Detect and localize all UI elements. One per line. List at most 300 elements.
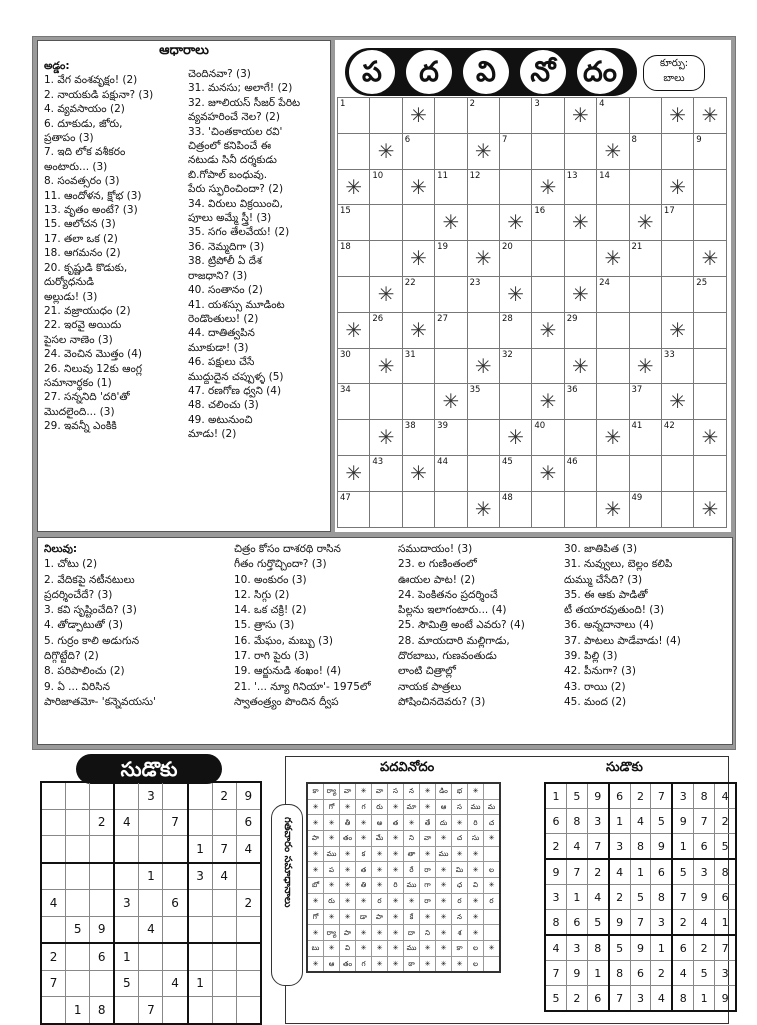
sudoku-grid[interactable] — [40, 781, 262, 1025]
answer-cell: రే — [404, 862, 420, 878]
answer-cell: అ — [372, 815, 388, 831]
sudoku-cell[interactable]: 7 — [212, 836, 236, 863]
crossword-cell[interactable] — [370, 491, 402, 527]
sudoku-answer-cell: 8 — [651, 885, 672, 910]
crossword-cell[interactable] — [467, 455, 499, 491]
crossword-cell[interactable] — [435, 98, 467, 134]
sudoku-cell[interactable]: 3 — [139, 782, 163, 809]
crossword-cell[interactable] — [629, 169, 661, 205]
sudoku-cell[interactable]: 2 — [41, 943, 66, 970]
answer-cell: ర్యా — [324, 783, 340, 799]
sudoku-cell[interactable] — [163, 836, 188, 863]
crossword-cell[interactable] — [694, 384, 726, 420]
answer-cell: ల — [468, 940, 484, 956]
sudoku-answer-cell: 5 — [545, 986, 566, 1012]
answer-cell: దా — [404, 925, 420, 941]
crossword-cell[interactable] — [629, 133, 661, 169]
answer-cell: ర — [372, 893, 388, 909]
crossword-cell[interactable] — [661, 348, 693, 384]
sudoku-cell[interactable] — [163, 782, 188, 809]
star-cell — [532, 169, 564, 205]
crossword-cell[interactable] — [564, 133, 596, 169]
sudoku-cell[interactable]: 1 — [188, 836, 213, 863]
sudoku-cell[interactable] — [41, 863, 66, 890]
sudoku-cell[interactable]: 1 — [188, 970, 213, 997]
crossword-cell[interactable] — [467, 205, 499, 241]
star-icon: ✳ — [452, 815, 468, 831]
crossword-cell[interactable] — [402, 420, 434, 456]
crossword-cell[interactable] — [338, 241, 370, 277]
answer-cell: రా — [420, 862, 436, 878]
answer-cell: వా — [340, 783, 356, 799]
sudoku-cell[interactable] — [212, 809, 236, 836]
crossword-cell[interactable] — [338, 420, 370, 456]
title-letter: వి — [463, 50, 509, 94]
clue-number: 18 — [340, 242, 351, 253]
crossword-cell[interactable] — [338, 384, 370, 420]
sudoku-cell[interactable] — [139, 970, 163, 997]
crossword-cell[interactable] — [499, 133, 531, 169]
sudoku-cell[interactable] — [114, 997, 139, 1024]
star-icon: ✳ — [388, 831, 404, 847]
crossword-cell[interactable] — [435, 312, 467, 348]
star-icon: ✳ — [356, 783, 372, 799]
sudoku-cell[interactable]: 3 — [188, 863, 213, 890]
crossword-cell[interactable] — [661, 276, 693, 312]
star-icon: ✳ — [420, 783, 436, 799]
clue-line: 27. సన్ననిది 'దరి'తో — [44, 391, 130, 404]
sudoku-cell[interactable]: 2 — [90, 809, 115, 836]
star-icon: ✳ — [539, 174, 557, 199]
star-cell — [532, 312, 564, 348]
star-icon: ✳ — [388, 846, 404, 862]
crossword-cell[interactable] — [499, 348, 531, 384]
across-label: అడ్డం: — [44, 60, 70, 72]
sudoku-cell[interactable] — [188, 943, 213, 970]
crossword-cell[interactable] — [467, 420, 499, 456]
star-icon: ✳ — [324, 909, 340, 925]
crossword-cell[interactable] — [564, 491, 596, 527]
star-cell — [597, 241, 629, 277]
clue-line: 6. దూకుడు, జోరు, — [44, 117, 123, 130]
crossword-cell[interactable] — [694, 348, 726, 384]
star-cell — [694, 420, 726, 456]
sudoku-cell[interactable] — [66, 809, 90, 836]
star-icon: ✳ — [507, 281, 525, 306]
star-icon: ✳ — [452, 956, 468, 972]
crossword-cell[interactable] — [499, 312, 531, 348]
sudoku-cell[interactable] — [66, 782, 90, 809]
down-label: నిలువు: — [44, 543, 78, 555]
sudoku-cell[interactable] — [236, 997, 261, 1024]
star-icon: ✳ — [669, 174, 686, 199]
clue-line: 32. జూలియస్ సీజర్ పేరిట — [188, 96, 301, 109]
clue-line: దొరబాబు, గుణవంతుడు — [398, 650, 497, 663]
sudoku-cell[interactable]: 4 — [236, 836, 261, 863]
clue-number: 43 — [372, 456, 384, 467]
crossword-cell[interactable] — [661, 491, 693, 527]
crossword-cell[interactable] — [629, 98, 661, 134]
sudoku-cell[interactable]: 4 — [114, 809, 139, 836]
crossword-cell[interactable] — [402, 348, 434, 384]
sudoku-cell[interactable] — [90, 863, 115, 890]
star-icon: ✳ — [701, 246, 719, 271]
crossword-cell[interactable] — [370, 455, 402, 491]
crossword-cell[interactable] — [694, 133, 726, 169]
sudoku-cell[interactable] — [139, 809, 163, 836]
crossword-cell[interactable] — [435, 455, 467, 491]
crossword-cell[interactable] — [661, 420, 693, 456]
clue-line: నాయక పాత్రలు — [398, 680, 462, 693]
crossword-cell[interactable] — [532, 205, 564, 241]
clue-number: 42 — [663, 421, 675, 432]
crossword-cell[interactable] — [661, 241, 693, 277]
crossword-cell[interactable] — [499, 455, 531, 491]
crossword-cell[interactable] — [338, 276, 370, 312]
crossword-cell[interactable] — [532, 276, 564, 312]
sudoku-answer-cell: 7 — [715, 935, 736, 961]
sudoku-cell[interactable]: 5 — [114, 970, 139, 997]
clue-number: 40 — [534, 421, 546, 432]
sudoku-cell[interactable] — [41, 997, 66, 1024]
sudoku-cell[interactable] — [41, 836, 66, 863]
crossword-cell[interactable] — [629, 312, 661, 348]
star-icon: ✳ — [436, 956, 452, 972]
sudoku-cell[interactable] — [188, 997, 213, 1024]
crossword-cell[interactable] — [694, 205, 726, 241]
sudoku-answer-cell: 6 — [694, 834, 715, 860]
sudoku-cell[interactable]: 8 — [90, 997, 115, 1024]
sudoku-answer-cell: 8 — [566, 809, 587, 834]
answer-cell: మ — [484, 799, 501, 815]
sudoku-cell[interactable] — [114, 916, 139, 943]
sudoku-cell[interactable] — [236, 943, 261, 970]
sudoku-cell[interactable]: 4 — [41, 890, 66, 917]
crossword-cell[interactable] — [629, 384, 661, 420]
crossword-cell[interactable] — [370, 241, 402, 277]
star-cell — [370, 348, 402, 384]
crossword-cell[interactable] — [499, 491, 531, 527]
crossword-cell[interactable] — [402, 205, 434, 241]
sudoku-cell[interactable]: 2 — [212, 782, 236, 809]
crossword-grid[interactable] — [337, 97, 727, 528]
sudoku-answer-cell: 1 — [609, 809, 630, 834]
crossword-cell[interactable] — [338, 205, 370, 241]
clue-line: 49. అటునుంచి — [188, 413, 253, 426]
sudoku-cell[interactable] — [90, 782, 115, 809]
star-icon: ✳ — [604, 246, 622, 271]
clue-line: నటుడు సినీ దర్శకుడు — [188, 154, 277, 167]
sudoku-answer-cell: 5 — [630, 885, 651, 910]
star-icon: ✳ — [442, 210, 460, 235]
sudoku-cell[interactable] — [212, 970, 236, 997]
crossword-cell[interactable] — [435, 133, 467, 169]
sudoku-cell[interactable] — [66, 970, 90, 997]
crossword-cell[interactable] — [564, 455, 596, 491]
crossword-cell[interactable] — [564, 312, 596, 348]
answer-cell: గ — [356, 799, 372, 815]
crossword-cell[interactable] — [435, 348, 467, 384]
sudoku-answer-cell: 9 — [630, 935, 651, 961]
clue-line: 3. కవి సృష్టించేది? (3) — [44, 604, 137, 617]
sudoku-cell[interactable] — [139, 890, 163, 917]
crossword-cell[interactable] — [629, 276, 661, 312]
clue-line: మాడు! (2) — [188, 428, 237, 441]
star-icon: ✳ — [669, 317, 686, 342]
sudoku-cell[interactable] — [188, 809, 213, 836]
sudoku-cell[interactable] — [114, 863, 139, 890]
sudoku-answer-cell: 2 — [587, 859, 608, 885]
star-icon: ✳ — [356, 831, 372, 847]
sudoku-cell[interactable] — [163, 997, 188, 1024]
star-cell — [402, 169, 434, 205]
crossword-cell[interactable] — [694, 312, 726, 348]
crossword-cell[interactable] — [629, 420, 661, 456]
crossword-cell[interactable] — [564, 384, 596, 420]
crossword-cell[interactable] — [402, 133, 434, 169]
crossword-cell[interactable] — [564, 169, 596, 205]
crossword-cell[interactable] — [629, 241, 661, 277]
sudoku-answer-cell: 4 — [651, 986, 672, 1012]
crossword-cell[interactable] — [564, 241, 596, 277]
sudoku-cell[interactable]: 5 — [66, 916, 90, 943]
answer-cell: త — [388, 815, 404, 831]
crossword-cell[interactable] — [499, 98, 531, 134]
crossword-cell[interactable] — [532, 491, 564, 527]
sudoku-cell[interactable] — [114, 836, 139, 863]
crossword-cell[interactable] — [694, 276, 726, 312]
sudoku-cell[interactable]: 4 — [212, 863, 236, 890]
sudoku-answer-cell: 2 — [672, 910, 693, 936]
crossword-cell[interactable] — [532, 133, 564, 169]
crossword-cell[interactable] — [435, 276, 467, 312]
crossword-cell[interactable] — [402, 276, 434, 312]
sudoku-cell[interactable] — [163, 863, 188, 890]
sudoku-cell[interactable]: 2 — [236, 890, 261, 917]
crossword-cell[interactable] — [661, 455, 693, 491]
sudoku-cell[interactable] — [90, 970, 115, 997]
crossword-cell[interactable] — [597, 276, 629, 312]
answer-cell: మి — [452, 862, 468, 878]
sudoku-cell[interactable] — [41, 809, 66, 836]
clue-line: 8. పరిపాలించు (2) — [44, 665, 125, 678]
star-icon: ✳ — [388, 799, 404, 815]
crossword-cell[interactable] — [435, 169, 467, 205]
clue-line: అంటారు... (3) — [44, 160, 108, 173]
sudoku-cell[interactable]: 7 — [163, 809, 188, 836]
crossword-cell[interactable] — [467, 276, 499, 312]
crossword-cell[interactable] — [402, 384, 434, 420]
sudoku-answer-cell: 4 — [545, 935, 566, 961]
clue-number: 29 — [566, 313, 578, 324]
clue-number: 13 — [566, 170, 578, 181]
sudoku-cell[interactable] — [212, 916, 236, 943]
sudoku-cell[interactable] — [163, 916, 188, 943]
sudoku-cell[interactable] — [188, 782, 213, 809]
sudoku-cell[interactable]: 9 — [90, 916, 115, 943]
crossword-cell[interactable] — [338, 133, 370, 169]
crossword-cell[interactable] — [338, 491, 370, 527]
sudoku-cell[interactable] — [114, 782, 139, 809]
sudoku-cell[interactable] — [236, 970, 261, 997]
sudoku-cell[interactable] — [188, 890, 213, 917]
crossword-cell[interactable] — [370, 98, 402, 134]
star-icon: ✳ — [340, 909, 356, 925]
star-icon: ✳ — [324, 815, 340, 831]
crossword-cell[interactable] — [402, 491, 434, 527]
sudoku-cell[interactable]: 6 — [90, 943, 115, 970]
clue-line: 31. నువ్వులు, బెల్లం కలిపి — [564, 558, 673, 571]
clue-number: 21 — [631, 242, 643, 253]
crossword-cell[interactable] — [597, 384, 629, 420]
crossword-cell[interactable] — [338, 348, 370, 384]
crossword-cell[interactable] — [629, 491, 661, 527]
sudoku-cell[interactable]: 3 — [114, 890, 139, 917]
star-icon: ✳ — [377, 281, 395, 306]
crossword-cell[interactable] — [499, 241, 531, 277]
sudoku-cell[interactable] — [41, 782, 66, 809]
sudoku-cell[interactable] — [41, 916, 66, 943]
clue-number: 17 — [663, 206, 675, 217]
crossword-cell[interactable] — [467, 384, 499, 420]
crossword-cell[interactable] — [597, 98, 629, 134]
sudoku-answer-cell: 7 — [587, 834, 608, 860]
crossword-cell[interactable] — [597, 205, 629, 241]
sudoku-answer-cell: 1 — [715, 910, 736, 936]
star-icon: ✳ — [307, 862, 324, 878]
answer-cell: బు — [307, 940, 324, 956]
crossword-cell[interactable] — [597, 455, 629, 491]
answer-cell: కా — [452, 940, 468, 956]
answer-cell: గో — [307, 909, 324, 925]
crossword-cell[interactable] — [597, 312, 629, 348]
crossword-cell[interactable] — [499, 384, 531, 420]
clue-line: 31. మనసు; అలాగే! (2) — [188, 82, 293, 95]
crossword-cell[interactable] — [694, 169, 726, 205]
crossword-cell[interactable] — [467, 312, 499, 348]
clue-line: పూలు అమ్మే స్త్రీ! (3) — [188, 212, 272, 225]
answer-cell: వి — [468, 878, 484, 894]
clue-number: 39 — [437, 421, 448, 432]
answer-cell: ము — [468, 799, 484, 815]
sudoku-cell[interactable] — [139, 943, 163, 970]
sudoku-cell[interactable] — [66, 836, 90, 863]
crossword-cell[interactable] — [532, 241, 564, 277]
crossword-cell[interactable] — [694, 455, 726, 491]
sudoku-cell[interactable]: 9 — [236, 782, 261, 809]
sudoku-answer-cell: 4 — [672, 961, 693, 986]
clue-line: 4. వ్యవసాయం (2) — [44, 103, 125, 116]
sudoku-cell[interactable] — [188, 916, 213, 943]
sudoku-cell[interactable] — [90, 836, 115, 863]
down-clues-box — [37, 537, 733, 745]
crossword-cell[interactable] — [532, 348, 564, 384]
sudoku-cell[interactable]: 1 — [114, 943, 139, 970]
crossword-cell[interactable] — [499, 169, 531, 205]
sudoku-cell[interactable] — [212, 997, 236, 1024]
sudoku-cell[interactable] — [212, 943, 236, 970]
sudoku-cell[interactable] — [163, 943, 188, 970]
crossword-cell[interactable] — [597, 169, 629, 205]
sudoku-cell[interactable]: 6 — [163, 890, 188, 917]
crossword-cell[interactable] — [435, 420, 467, 456]
sudoku-answer-cell: 8 — [694, 783, 715, 809]
sudoku-answer-cell: 1 — [566, 885, 587, 910]
sudoku-cell[interactable]: 1 — [66, 997, 90, 1024]
star-cell — [370, 420, 402, 456]
sudoku-cell[interactable] — [236, 916, 261, 943]
star-icon: ✳ — [388, 925, 404, 941]
crossword-cell[interactable] — [661, 133, 693, 169]
sudoku-cell[interactable]: 7 — [139, 997, 163, 1024]
crossword-cell[interactable] — [467, 98, 499, 134]
sudoku-cell[interactable]: 6 — [236, 809, 261, 836]
clue-line: 14. ఒక చక్రి! (2) — [234, 604, 307, 617]
crossword-cell[interactable] — [435, 491, 467, 527]
sudoku-cell[interactable] — [236, 863, 261, 890]
star-cell — [532, 384, 564, 420]
title-letter: నో — [520, 50, 566, 94]
crossword-cell[interactable] — [338, 98, 370, 134]
crossword-cell[interactable] — [532, 420, 564, 456]
sudoku-cell[interactable]: 7 — [41, 970, 66, 997]
sudoku-cell[interactable]: 4 — [163, 970, 188, 997]
sudoku-cell[interactable] — [212, 890, 236, 917]
sudoku-cell[interactable] — [66, 943, 90, 970]
sudoku-answer-cell: 3 — [651, 910, 672, 936]
star-icon: ✳ — [356, 815, 372, 831]
answers-label: గతవారం సమాధానాలు — [282, 817, 293, 908]
star-cell — [467, 348, 499, 384]
clue-number: 7 — [501, 134, 508, 145]
crossword-cell[interactable] — [370, 169, 402, 205]
sudoku-answer-cell: 3 — [566, 935, 587, 961]
sudoku-cell[interactable]: 4 — [139, 916, 163, 943]
sudoku-cell[interactable]: 1 — [139, 863, 163, 890]
answer-cell: రు — [372, 799, 388, 815]
sudoku-cell[interactable] — [90, 890, 115, 917]
sudoku-answer-cell: 7 — [630, 910, 651, 936]
crossword-cell[interactable] — [370, 205, 402, 241]
crossword-cell[interactable] — [629, 455, 661, 491]
crossword-cell[interactable] — [532, 98, 564, 134]
crossword-cell[interactable] — [467, 169, 499, 205]
crossword-cell[interactable] — [370, 384, 402, 420]
crossword-cell[interactable] — [661, 205, 693, 241]
answer-cell — [484, 925, 501, 941]
star-icon: ✳ — [420, 909, 436, 925]
sudoku-cell[interactable] — [66, 863, 90, 890]
sudoku-answer-cell: 9 — [672, 809, 693, 834]
clue-line: 9. ఏ ... విరిసిన — [44, 680, 110, 693]
sudoku-answer-cell: 1 — [651, 935, 672, 961]
crossword-cell[interactable] — [370, 312, 402, 348]
crossword-cell[interactable] — [597, 348, 629, 384]
sudoku-cell[interactable] — [139, 836, 163, 863]
crossword-cell[interactable] — [435, 241, 467, 277]
star-icon: ✳ — [452, 846, 468, 862]
crossword-cell[interactable] — [564, 420, 596, 456]
answers-crossword-title: పదవినోదం — [380, 760, 435, 775]
clue-number: 36 — [566, 385, 578, 396]
clue-line: సమానార్థకం (1) — [44, 376, 112, 389]
star-icon: ✳ — [468, 862, 484, 878]
sudoku-answer-cell: 8 — [715, 859, 736, 885]
star-icon: ✳ — [701, 496, 719, 521]
clue-line: పోషించినదెవరు? (3) — [398, 695, 486, 708]
answer-cell: గో — [324, 799, 340, 815]
sudoku-cell[interactable] — [66, 890, 90, 917]
